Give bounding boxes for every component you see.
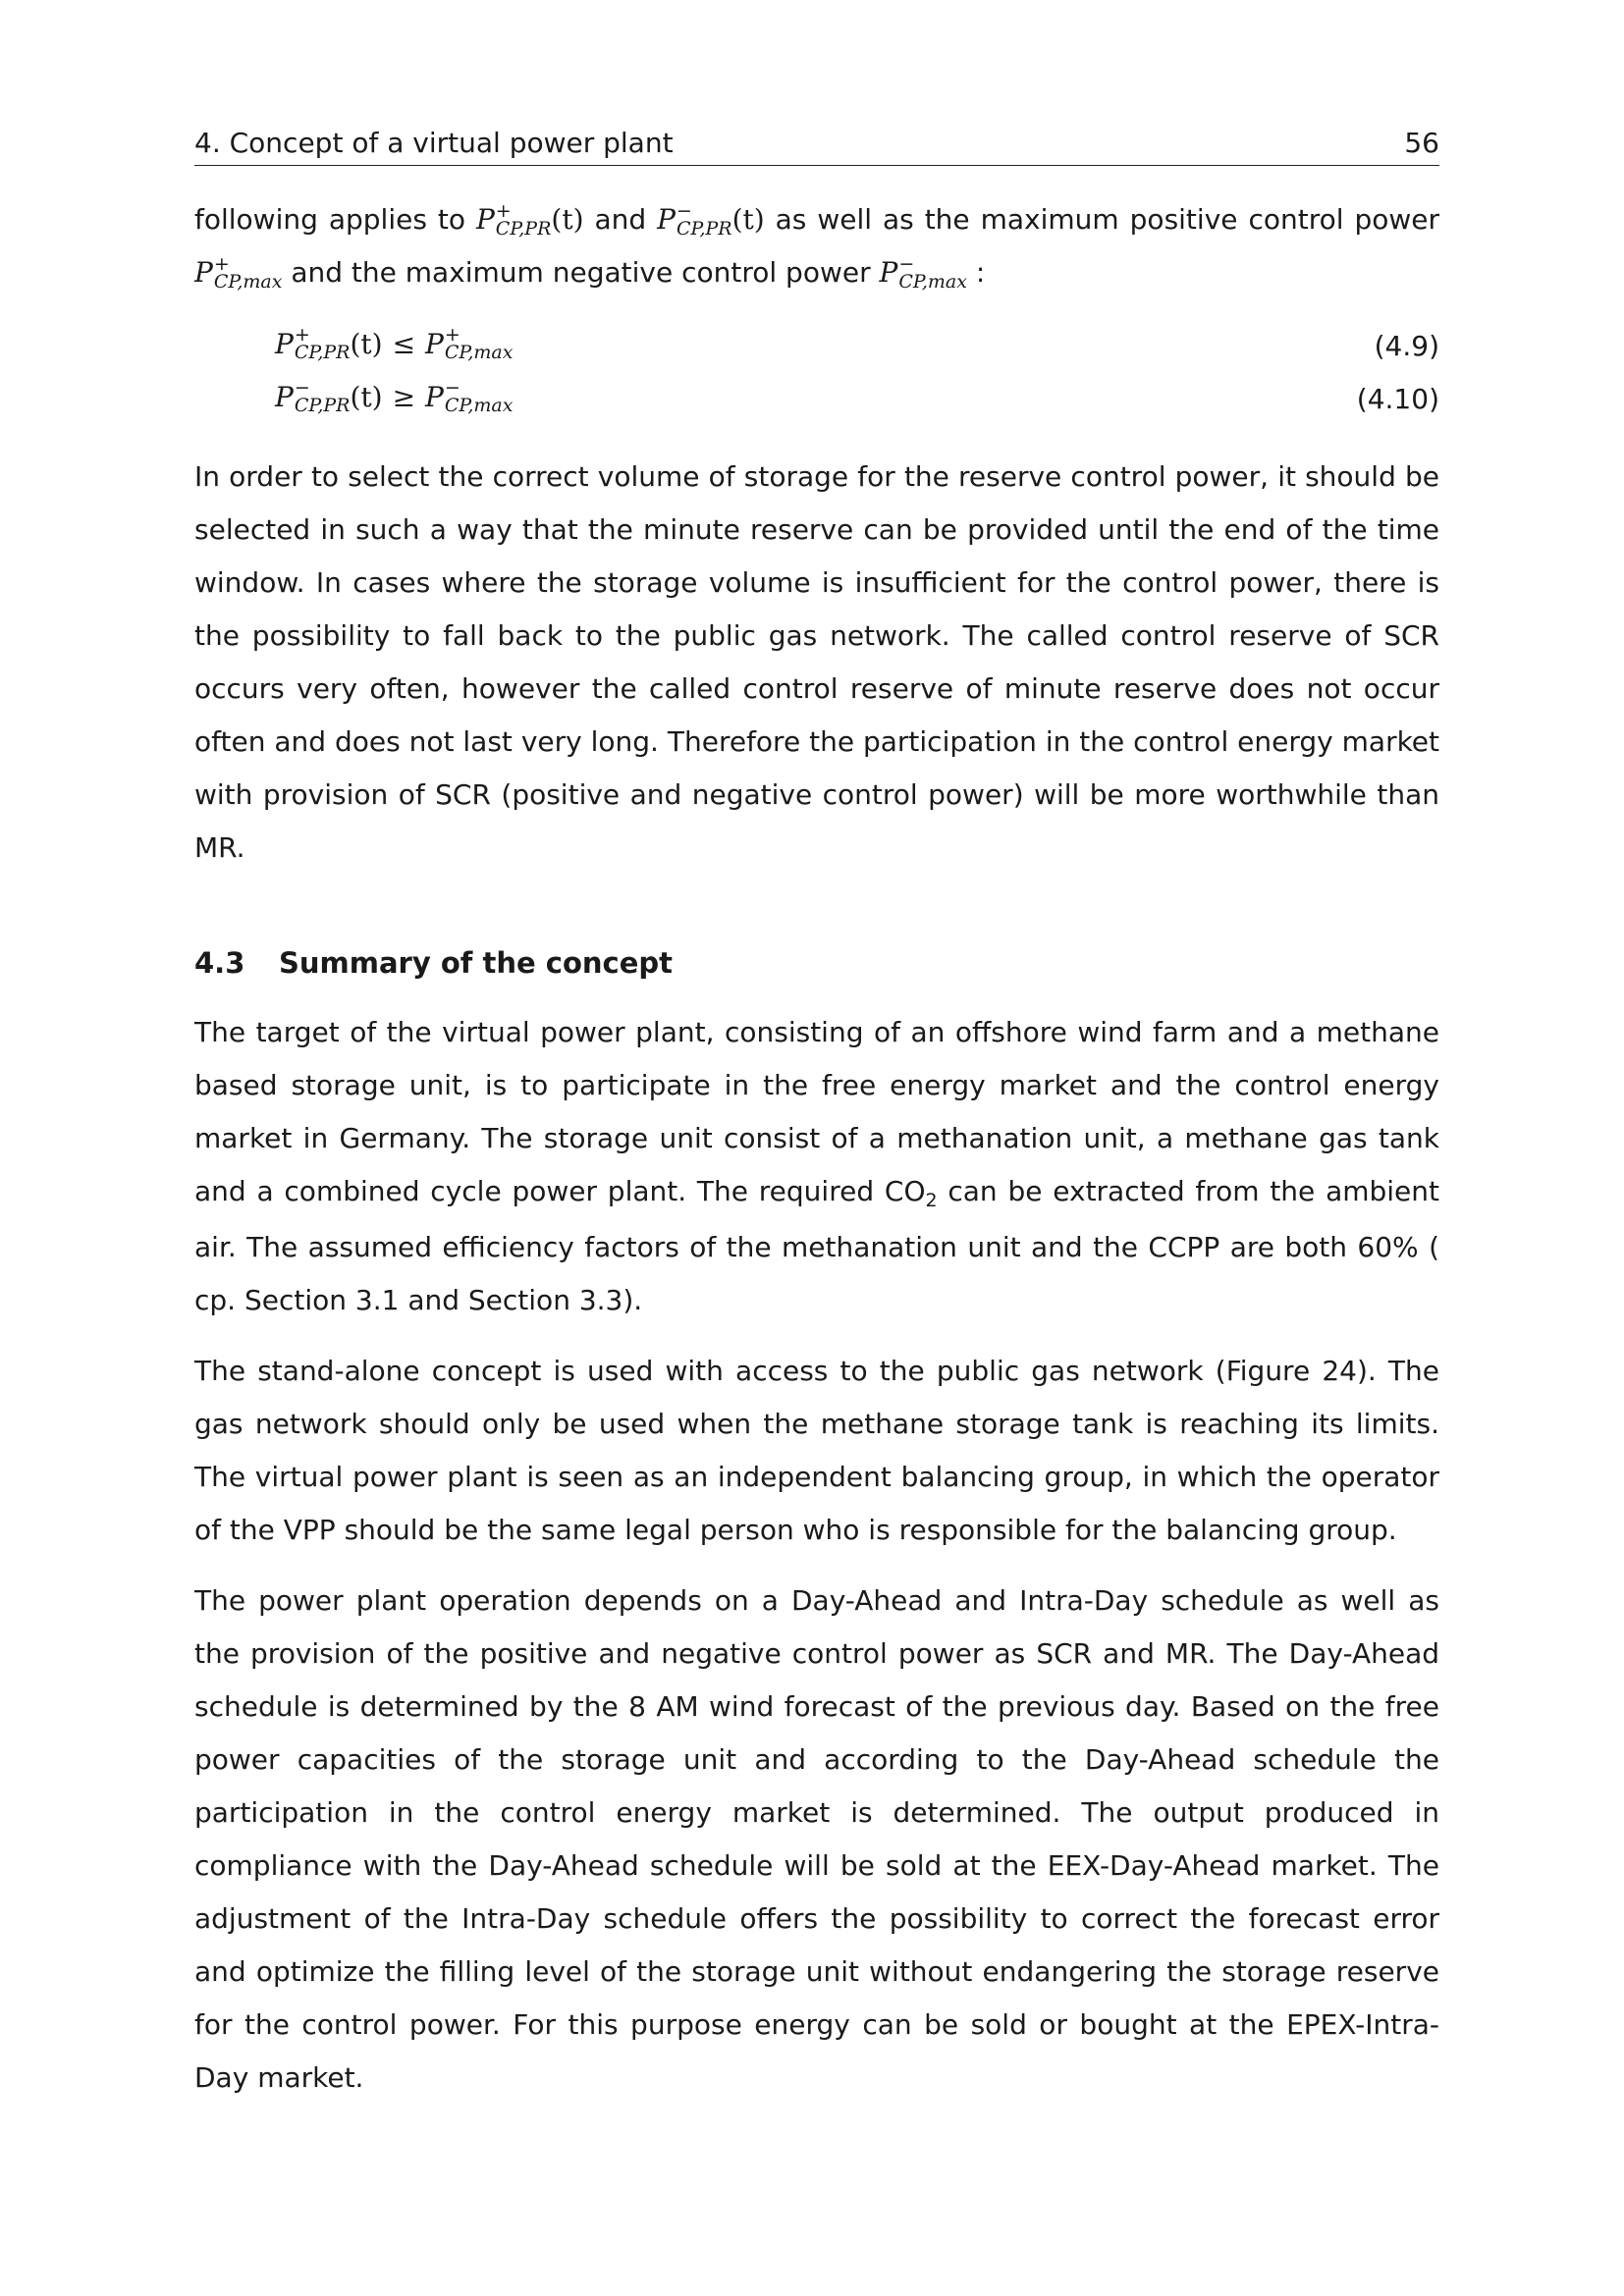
running-header — [194, 126, 1439, 166]
intro-text-1: following applies to — [194, 203, 476, 236]
chapter-title: 4. Concept of a virtual power plant — [194, 127, 674, 159]
equation-4-10-body: P − CP,PR (t) ≥ P − CP,max — [275, 377, 514, 417]
section-title: Summary of the concept — [279, 946, 673, 980]
equation-4-9-body: P + CP,PR (t) ≤ P + CP,max — [275, 324, 514, 364]
equation-number: (4.9) — [1374, 329, 1439, 362]
intro-text-3: as well as the maximum positive control power — [764, 203, 1440, 236]
paragraph-stand-alone-concept: The stand-alone concept is used with access to the public gas network (Figure 24). The gas network should only be used when the methane storage tank is reaching its limits. The virtual power plant is seen as an independent balancing group, in which the operator of the VPP should be the same legal person who is responsible for the balancing group. — [194, 1355, 1439, 1546]
co2-formula: $CO_2$ — [884, 1175, 938, 1211]
equation-number: (4.10) — [1356, 382, 1439, 415]
intro-paragraph — [194, 193, 1439, 299]
section-heading — [194, 943, 1439, 983]
equation-4-9 — [194, 319, 1439, 372]
equation-4-10 — [194, 372, 1439, 425]
math-p-minus-cppr: P − CP,PR (t) — [657, 199, 765, 240]
math-p-plus-cppr: P + CP,PR (t) — [475, 199, 584, 240]
equation-block — [194, 319, 1439, 425]
section-number: 4.3 — [194, 946, 245, 980]
intro-text-5: : — [966, 256, 986, 289]
math-p-minus-cpmax: P − CP,max — [879, 252, 967, 293]
intro-text-4: and the maximum negative control power — [282, 256, 880, 289]
paragraph-storage-volume: In order to select the correct volume of storage for the reserve control power, it should be selected in such a way that the minute reserve can be provided until the end of the time window. In cases where the storage volume is insufficient for the control power, there is the possibility to fall back to the public gas network. The called control reserve of SCR occurs very often, however the called control reserve of minute reserve does not occur often and does not last very long. Therefore the participation in the control energy market with provision of SCR (positive and negative control power) will be more worthwhile than MR. — [194, 460, 1439, 864]
intro-text-2: and — [583, 203, 658, 236]
math-p-plus-cpmax: P + CP,max — [194, 252, 283, 293]
document-page — [194, 126, 1439, 2105]
page-number: 56 — [1404, 127, 1439, 159]
paragraph-plant-operation: The power plant operation depends on a Day-Ahead and Intra-Day schedule as well as the provision of the positive and negative control power as SCR and MR. The Day-Ahead schedule is determined by the 8 AM wind forecast of the previous day. Based on the free power capacities of the storage unit and according to the Day-Ahead schedule the participation in the control energy market is determined. The output produced in compliance with the Day-Ahead schedule will be sold at the EEX-Day-Ahead market. The adjustment of the Intra-Day schedule offers the possibility to correct the forecast error and optimize the filling level of the storage unit without endangering the storage reserve for the control power. For this purpose energy can be sold or bought at the EPEX-Intra-Day market. — [194, 1584, 1439, 2094]
paragraph-summary-target: The target of the virtual power plant, consisting of an offshore wind farm and a methane based storage unit, is to participate in the free energy market and the control energy market in Germany. The storage unit consist of a methanation unit, a methane gas tank and a combined cycle power plant. The required $CO_2$ can be extracted from the ambient air. The assumed efficiency factors of the methanation unit and the CCPP are both 60% ( cp. Section 3.1 and Section 3.3). — [194, 1016, 1440, 1316]
